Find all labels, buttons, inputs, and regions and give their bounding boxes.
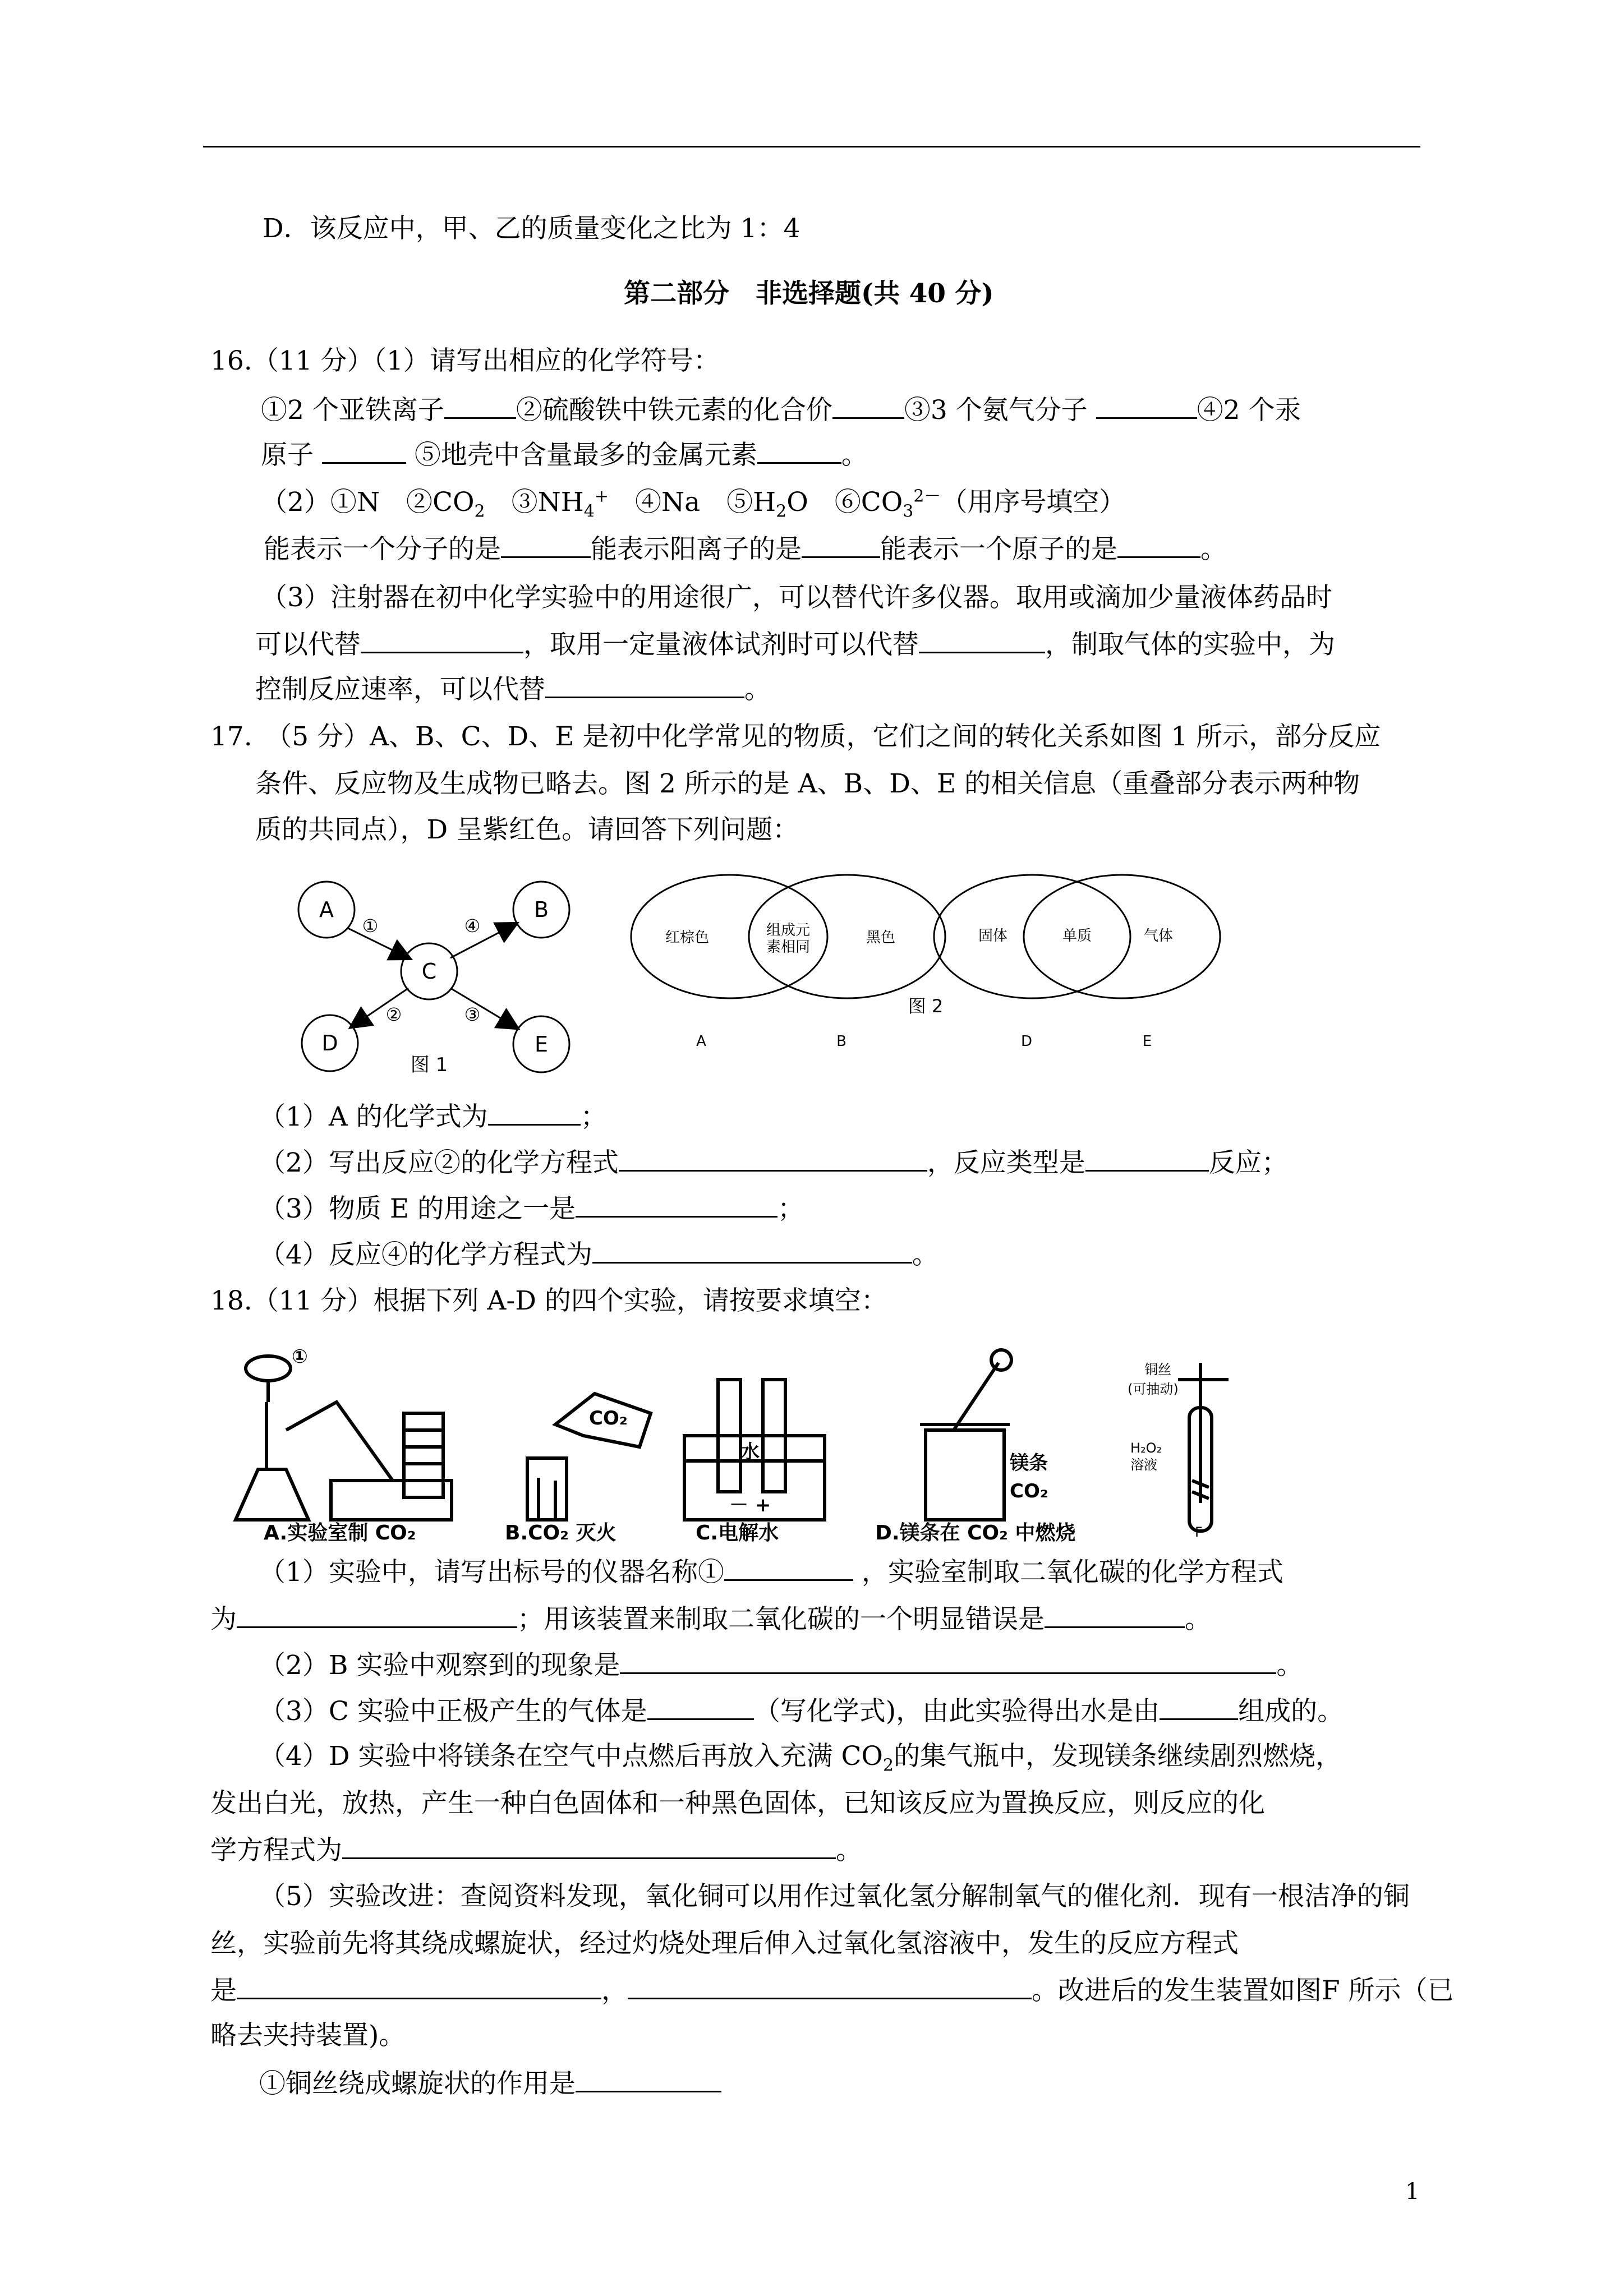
header-rule (203, 146, 1420, 147)
fig-d-co2: CO₂ (1010, 1480, 1048, 1502)
answer-blank[interactable] (620, 1648, 1276, 1674)
fig1-node-d: D (321, 1031, 338, 1055)
fig2-element: 单质 (1062, 928, 1092, 944)
q16-intro: 16.（11 分）（1）请写出相应的化学符号： (210, 345, 720, 376)
answer-blank[interactable] (919, 627, 1045, 653)
answer-blank[interactable] (545, 672, 744, 698)
fig-a-caption: A.实验室制 CO₂ (264, 1522, 416, 1542)
answer-blank[interactable] (1160, 1694, 1238, 1720)
answer-blank[interactable] (444, 393, 516, 419)
answer-blank[interactable] (576, 2066, 721, 2092)
answer-blank[interactable] (1096, 393, 1197, 419)
answer-blank[interactable] (802, 532, 880, 558)
q17-intro-l3: 质的共同点），D 呈紫红色。请回答下列问题： (255, 814, 799, 845)
fig1-node-b: B (533, 897, 549, 922)
answer-blank[interactable] (832, 393, 904, 419)
answer-blank[interactable] (757, 437, 841, 464)
fig2-red-brown: 红棕色 (665, 929, 710, 946)
answer-blank[interactable] (724, 1555, 853, 1581)
fig1-arrow-2: ② (385, 1004, 402, 1025)
q18-sub-2: （2）B 实验中观察到的现象是 。 (259, 1648, 1303, 1682)
answer-blank[interactable] (576, 1191, 778, 1218)
fig1-node-e: E (534, 1032, 549, 1057)
fig2-label-a: A (696, 1033, 706, 1050)
q18-intro: 18.（11 分）根据下列 A-D 的四个实验，请按要求填空： (210, 1285, 887, 1316)
fig2-same-element-2: 素相同 (766, 939, 811, 956)
q18-sub-4-l1: （4）D 实验中将镁条在空气中点燃后再放入充满 $CO_2$的集气瓶中，发现镁条继续剧烈燃烧， (259, 1741, 1342, 1776)
q17-sub-2: （2）写出反应②的化学方程式 ，反应类型是 反应； (259, 1145, 1288, 1180)
fig-f-pullable: (可抽动) (1128, 1381, 1179, 1397)
fig1-node-c: C (421, 959, 437, 984)
fig-a-marker: ① (292, 1345, 308, 1368)
answer-blank[interactable] (1045, 1602, 1185, 1628)
fig-f-solution: 溶液 (1130, 1457, 1157, 1473)
q16-part2-list: （2）①N $②CO_2$ $③NH_4^+$ ④Na $⑤H_2O$ $⑥CO_3^{2-}$（用序号填空） (261, 486, 1126, 522)
q17-figure-2 (623, 872, 1229, 1057)
q16-part3-l1: （3）注射器在初中化学实验中的用途很广，可以替代许多仪器。取用或滴加少量液体药品时 (261, 582, 1332, 613)
answer-blank[interactable] (647, 1694, 754, 1720)
fig2-label-d: D (1020, 1033, 1033, 1050)
answer-blank[interactable] (501, 532, 591, 558)
answer-blank[interactable] (628, 1973, 1032, 1999)
answer-blank[interactable] (619, 1145, 927, 1172)
fig2-black: 黑色 (866, 929, 896, 946)
q18-sub-5-l4: 略去夹持装置)。 (210, 2020, 406, 2051)
q18-sub-1-l1: （1）实验中，请写出标号的仪器名称① ，实验室制取二氧化碳的化学方程式 (259, 1555, 1283, 1589)
fig1-caption: 图 1 (410, 1054, 448, 1076)
fig-f-h2o2: H₂O₂ (1130, 1440, 1162, 1456)
answer-blank[interactable] (1085, 1145, 1209, 1172)
fig-b-co2: CO₂ (589, 1407, 628, 1430)
q17-intro-l2: 条件、反应物及生成物已略去。图 2 所示的是 A、B、D、E 的相关信息（重叠部分表示两种物 (255, 768, 1360, 799)
q18-sub-5-l2: 丝，实验前先将其绕成螺旋状，经过灼烧处理后伸入过氧化氢溶液中，发生的反应方程式 (210, 1928, 1239, 1959)
part2-title: 第二部分 非选择题(共 40 分) (624, 278, 994, 309)
fig2-caption: 图 2 (908, 995, 944, 1017)
fig-f-label: F (1195, 1524, 1203, 1540)
fig-c-caption: C.电解水 (696, 1522, 779, 1542)
q16-line-1: ①2 个亚铁离子 ②硫酸铁中铁元素的化合价 ③3 个氨气分子 ④2 个汞 (261, 393, 1301, 427)
answer-blank[interactable] (488, 1099, 581, 1126)
fig-f-wire: 铜丝 (1144, 1362, 1171, 1377)
q18-sub-4-l3: 学方程式为 。 (210, 1833, 862, 1868)
q18-sub-5-l1: （5）实验改进：查阅资料发现，氧化铜可以用作过氧化氢分解制氧气的催化剂．现有一根洁净的铜 (259, 1881, 1410, 1912)
fig1-arrow-4: ④ (464, 915, 481, 937)
fig-d-caption: D.镁条在 CO₂ 中燃烧 (875, 1522, 1076, 1542)
q16-part3-l2: 可以代替 ，取用一定量液体试剂时可以代替 ，制取气体的实验中，为 (255, 627, 1335, 662)
q18-sub-3: （3）C 实验中正极产生的气体是 （写化学式)，由此实验得出水是由 组成的。 (259, 1694, 1344, 1728)
fig1-node-a: A (319, 897, 334, 922)
q16-line-2: 原子 ⑤地壳中含量最多的金属元素 。 (261, 437, 868, 472)
answer-blank[interactable] (1117, 532, 1200, 558)
fig2-same-element-1: 组成元 (766, 922, 811, 939)
fig-c-electrodes: － + (729, 1494, 771, 1516)
fig1-arrow-1: ① (362, 915, 379, 937)
q16-part2-blanks: 能表示一个分子的是 能表示阳离子的是 能表示一个原子的是 。 (264, 532, 1227, 566)
answer-blank[interactable] (342, 1833, 836, 1859)
fig2-label-b: B (836, 1033, 846, 1050)
fig-c-water: 水 (740, 1441, 760, 1463)
fig-d-mg: 镁条 (1010, 1452, 1048, 1474)
q18-sub-1-l2: 为 ；用该装置来制取二氧化碳的一个明显错误是 。 (210, 1602, 1211, 1636)
q18-sub-5-q1: ①铜丝绕成螺旋状的作用是 (259, 2066, 721, 2101)
q17-sub-3: （3）物质 E 的用途之一是 ； (259, 1191, 804, 1226)
fig-b-caption: B.CO₂ 灭火 (505, 1522, 617, 1542)
q16-part3-l3: 控制反应速率，可以代替 。 (255, 672, 771, 707)
fig1-arrow-3: ③ (464, 1004, 481, 1025)
q18-apparatus-figure (224, 1340, 1346, 1542)
q17-figure-1 (292, 864, 583, 1082)
q17-intro-l1: 17. （5 分）A、B、C、D、E 是初中化学常见的物质，它们之间的转化关系如图 1 所示，部分反应 (210, 721, 1381, 752)
page-number: 1 (1405, 2179, 1420, 2205)
q15-option-d: D．该反应中，甲、乙的质量变化之比为 1：4 (263, 213, 801, 244)
answer-blank[interactable] (361, 627, 523, 653)
answer-blank[interactable] (322, 437, 406, 464)
q18-sub-4-l2: 发出白光，放热，产生一种白色固体和一种黑色固体，已知该反应为置换反应，则反应的化 (210, 1788, 1265, 1819)
q17-sub-4: （4）反应④的化学方程式为 。 (259, 1237, 938, 1272)
fig2-gas: 气体 (1143, 928, 1174, 944)
fig2-solid: 固体 (978, 928, 1008, 944)
answer-blank[interactable] (592, 1237, 912, 1264)
answer-blank[interactable] (237, 1973, 601, 1999)
answer-blank[interactable] (237, 1602, 517, 1628)
fig2-label-e: E (1142, 1033, 1152, 1050)
q18-sub-5-l3: 是 ， 。改进后的发生装置如图F 所示（已 (210, 1973, 1454, 2008)
q17-sub-1: （1）A 的化学式为 ； (259, 1099, 607, 1134)
